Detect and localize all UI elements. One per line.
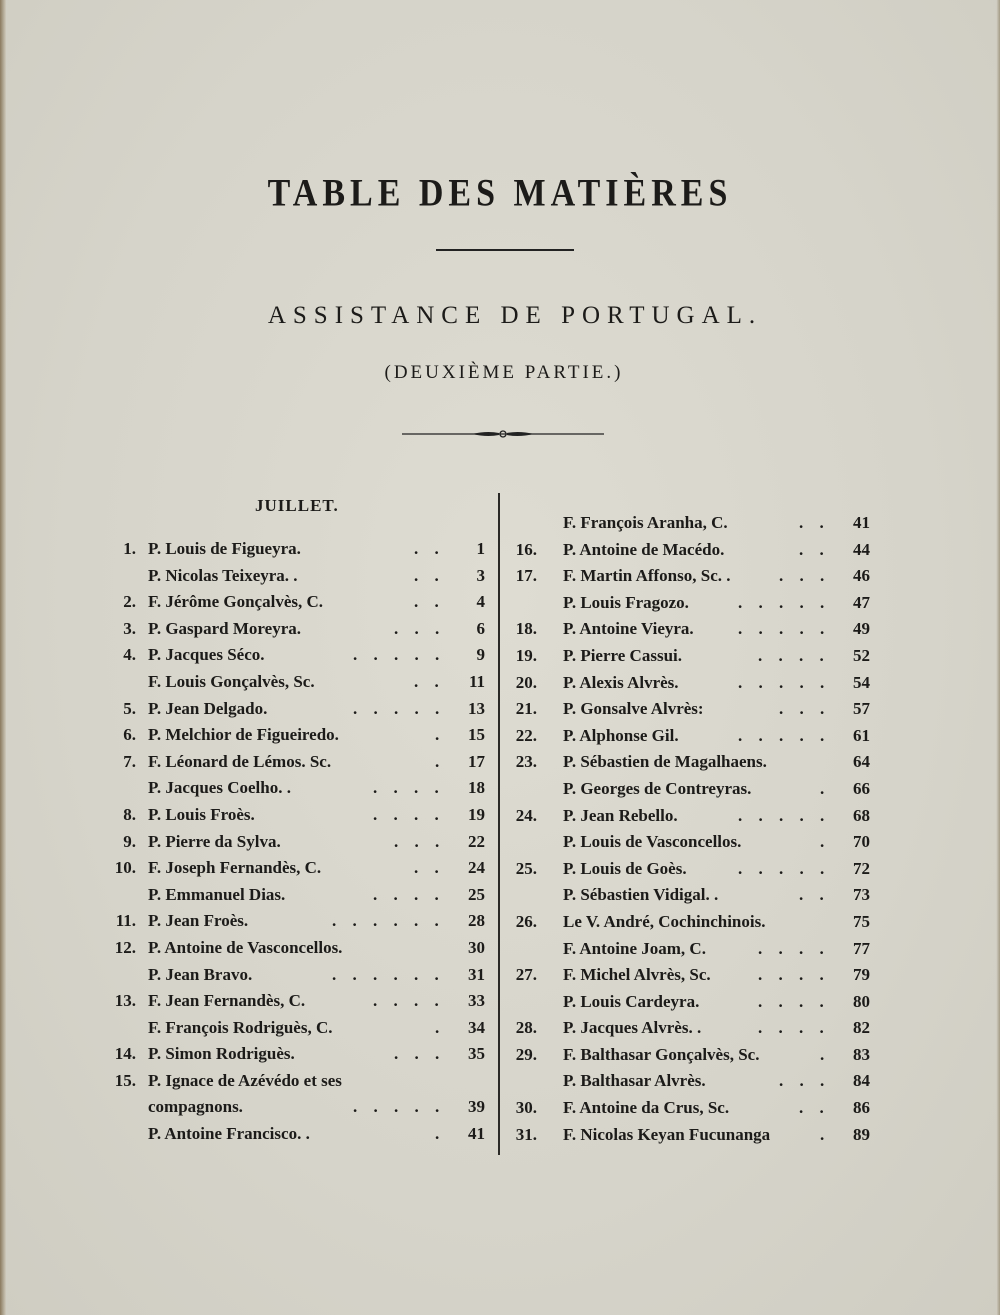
entry-name: P. Emmanuel Dias.	[148, 884, 286, 904]
toc-entry	[100, 563, 485, 590]
entry-day-number: 26.	[515, 911, 537, 931]
entry-name: P. Georges de Contreyras.	[563, 778, 752, 798]
entry-day-number: 22.	[515, 725, 537, 745]
entry-leader-dots: . .	[414, 592, 445, 612]
entry-name: compagnons.	[148, 1097, 243, 1117]
entry-name: P. Jean Bravo.	[148, 964, 253, 984]
entry-page-number: 64	[853, 752, 870, 772]
entry-day-number: 23.	[515, 752, 537, 772]
entry-page-number: 1	[476, 539, 485, 558]
entry-name: P. Jean Rebello.	[563, 805, 678, 825]
entry-name: F. Martin Affonso, Sc. .	[563, 566, 731, 586]
entry-page-number: 19	[468, 804, 485, 824]
entry-page-number: 30	[468, 937, 485, 957]
entry-name: P. Alphonse Gil.	[563, 725, 679, 745]
entry-leader-dots: . . . .	[758, 938, 830, 958]
entry-page-number: 17	[468, 751, 485, 771]
entry-leader-dots: . . . .	[758, 965, 830, 985]
entry-leader-dots: . . . .	[758, 645, 830, 665]
entry-name: P. Balthasar Alvrès.	[563, 1071, 706, 1091]
entry-day-number: 21.	[515, 699, 537, 719]
entry-page-number: 15	[468, 725, 485, 745]
entry-page-number: 4	[476, 592, 485, 612]
entry-leader-dots: . . . . .	[353, 1097, 446, 1117]
toc-entry	[100, 1121, 485, 1148]
entry-leader-dots: . .	[414, 565, 445, 585]
entry-leader-dots: . . .	[779, 566, 831, 586]
entry-name: P. Nicolas Teixeyra. .	[148, 565, 298, 585]
entry-page-number: 46	[853, 566, 870, 586]
toc-entry	[505, 856, 870, 883]
entry-page-number: 3	[476, 565, 485, 585]
part-label: (DEUXIÈME PARTIE.)	[384, 362, 624, 383]
column-divider	[498, 493, 500, 1155]
toc-entry	[505, 723, 870, 750]
entry-name: F. Antoine da Crus, Sc.	[563, 1098, 730, 1118]
entry-name: P. Louis de Goès.	[563, 858, 687, 878]
entry-day-number: 19.	[515, 645, 537, 665]
title-rule	[436, 249, 574, 251]
entry-leader-dots: . . .	[394, 618, 446, 638]
entry-leader-dots: . . . . .	[738, 805, 831, 825]
entry-leader-dots: .	[820, 832, 831, 852]
entry-name: P. Louis Froès.	[148, 804, 255, 824]
entry-leader-dots: . . . . .	[738, 592, 831, 612]
section-title: ASSISTANCE DE PORTUGAL.	[267, 302, 763, 329]
entry-name: F. François Rodriguès, C.	[148, 1017, 333, 1037]
entry-day-number: 14.	[114, 1044, 136, 1064]
entry-day-number: 12.	[114, 937, 136, 957]
entry-day-number: 29.	[515, 1044, 537, 1064]
entry-leader-dots: .	[435, 725, 446, 745]
toc-entry	[505, 989, 870, 1016]
entry-page-number: 49	[853, 619, 870, 639]
toc-entry	[100, 882, 485, 909]
entry-leader-dots: . . . . . .	[332, 964, 445, 984]
toc-entry	[505, 749, 870, 776]
entry-page-number: 84	[853, 1071, 870, 1091]
entry-day-number: 24.	[515, 805, 537, 825]
entry-leader-dots: . .	[414, 858, 445, 878]
entry-day-number: 3.	[123, 618, 136, 638]
entry-leader-dots: . . . .	[373, 884, 445, 904]
toc-entry	[505, 537, 870, 564]
entry-leader-dots: .	[820, 1124, 831, 1144]
entry-name: P. Melchior de Figueiredo.	[148, 725, 339, 745]
toc-column-right	[505, 510, 870, 1148]
toc-entry	[100, 908, 485, 935]
entry-day-number: 7.	[123, 751, 136, 771]
toc-entry	[505, 936, 870, 963]
entry-day-number: 1.	[123, 539, 136, 558]
entry-page-number: 31	[468, 964, 485, 984]
entry-page-number: 66	[853, 778, 870, 798]
toc-entry	[100, 802, 485, 829]
entry-leader-dots: . . . . .	[353, 698, 446, 718]
toc-entry	[100, 669, 485, 696]
entry-name: P. Louis de Vasconcellos.	[563, 832, 742, 852]
toc-entry	[100, 829, 485, 856]
entry-leader-dots: .	[435, 751, 446, 771]
entry-leader-dots: . . . . .	[738, 725, 831, 745]
entry-page-number: 34	[468, 1017, 485, 1037]
entry-leader-dots: . . .	[394, 1044, 446, 1064]
entry-leader-dots: . . . . .	[738, 672, 831, 692]
toc-entry	[100, 616, 485, 643]
entry-leader-dots: . .	[799, 539, 830, 559]
entry-page-number: 11	[468, 671, 485, 691]
entry-name: P. Louis Fragozo.	[563, 592, 689, 612]
entry-leader-dots: . . . .	[758, 1018, 830, 1038]
entry-leader-dots: . . . .	[373, 778, 445, 798]
entry-page-number: 52	[853, 645, 870, 665]
ornament-divider-icon	[402, 428, 604, 440]
entry-page-number: 41	[853, 513, 870, 532]
entry-leader-dots: . .	[414, 671, 445, 691]
toc-entry	[100, 988, 485, 1015]
toc-entry	[505, 643, 870, 670]
entry-name: P. Antoine de Macédo.	[563, 539, 725, 559]
entry-day-number: 11.	[115, 911, 136, 931]
entry-page-number: 35	[468, 1044, 485, 1064]
entry-leader-dots: . .	[799, 885, 830, 905]
entry-leader-dots: . . . . . .	[332, 911, 445, 931]
entry-name: F. Joseph Fernandès, C.	[148, 858, 322, 878]
entry-name: P. Jacques Alvrès. .	[563, 1018, 702, 1038]
toc-entry	[505, 776, 870, 803]
entry-day-number: 4.	[123, 645, 136, 665]
entry-leader-dots: .	[435, 1124, 446, 1144]
entry-page-number: 61	[853, 725, 870, 745]
entry-name: F. Nicolas Keyan Fucunanga	[563, 1124, 771, 1144]
entry-name: P. Antoine Francisco. .	[148, 1124, 310, 1144]
toc-entry	[100, 775, 485, 802]
entry-leader-dots: . . .	[779, 699, 831, 719]
toc-entry	[505, 670, 870, 697]
entry-day-number: 13.	[114, 991, 136, 1011]
entry-leader-dots: .	[435, 1017, 446, 1037]
toc-entry	[505, 909, 870, 936]
toc-column-left	[100, 536, 485, 1148]
toc-entry	[505, 616, 870, 643]
entry-day-number: 20.	[515, 672, 537, 692]
entry-page-number: 77	[853, 938, 870, 958]
entry-name: P. Louis de Figueyra.	[148, 539, 301, 558]
toc-entry	[100, 589, 485, 616]
entry-page-number: 68	[853, 805, 870, 825]
toc-entry	[505, 1122, 870, 1149]
toc-entry	[100, 642, 485, 669]
entry-name: P. Jacques Séco.	[148, 645, 265, 665]
entry-leader-dots: . .	[799, 513, 830, 532]
toc-entry	[100, 855, 485, 882]
entry-page-number: 41	[468, 1124, 485, 1144]
toc-entry	[100, 1041, 485, 1068]
entry-page-number: 57	[853, 699, 870, 719]
entry-leader-dots: . .	[414, 539, 445, 558]
entry-leader-dots: .	[820, 778, 831, 798]
toc-entry	[100, 749, 485, 776]
entry-name: P. Alexis Alvrès.	[563, 672, 679, 692]
entry-page-number: 6	[476, 618, 485, 638]
entry-name: P. Simon Rodriguès.	[148, 1044, 295, 1064]
entry-leader-dots: . . . .	[373, 804, 445, 824]
toc-entry	[505, 829, 870, 856]
entry-name: F. Léonard de Lémos. Sc.	[148, 751, 332, 771]
entry-day-number: 2.	[123, 592, 136, 612]
entry-day-number: 9.	[123, 831, 136, 851]
entry-name: P. Pierre Cassui.	[563, 645, 682, 665]
entry-day-number: 6.	[123, 725, 136, 745]
entry-page-number: 18	[468, 778, 485, 798]
entry-name: F. Michel Alvrès, Sc.	[563, 965, 711, 985]
toc-entry	[505, 1042, 870, 1069]
month-heading: JUILLET.	[255, 496, 339, 515]
entry-day-number: 10.	[114, 858, 136, 878]
entry-day-number: 17.	[515, 566, 537, 586]
entry-page-number: 72	[853, 858, 870, 878]
entry-name: P. Jean Froès.	[148, 911, 249, 931]
entry-name: P. Sébastien de Magalhaens.	[563, 752, 767, 772]
entry-page-number: 70	[853, 832, 870, 852]
entry-name: P. Louis Cardeyra.	[563, 991, 700, 1011]
entry-leader-dots: . . . .	[373, 991, 445, 1011]
entry-page-number: 83	[853, 1044, 870, 1064]
toc-entry	[505, 882, 870, 909]
entry-day-number: 16.	[515, 539, 537, 559]
entry-day-number: 18.	[515, 619, 537, 639]
toc-entry	[505, 1015, 870, 1042]
entry-day-number: 15.	[114, 1070, 136, 1090]
entry-name: F. Jean Fernandès, C.	[148, 991, 306, 1011]
entry-day-number: 30.	[515, 1098, 537, 1118]
toc-entry	[100, 722, 485, 749]
entry-page-number: 28	[468, 911, 485, 931]
entry-page-number: 44	[853, 539, 870, 559]
toc-entry	[505, 590, 870, 617]
entry-day-number: 31.	[515, 1124, 537, 1144]
entry-leader-dots: . . .	[779, 1071, 831, 1091]
entry-page-number: 80	[853, 991, 870, 1011]
toc-entry	[505, 1095, 870, 1122]
entry-name: F. Jérôme Gonçalvès, C.	[148, 592, 324, 612]
entry-name: F. Antoine Joam, C.	[563, 938, 706, 958]
entry-day-number: 28.	[515, 1018, 537, 1038]
entry-leader-dots: . . . .	[758, 991, 830, 1011]
entry-page-number: 79	[853, 965, 870, 985]
entry-page-number: 24	[468, 858, 485, 878]
toc-entry	[505, 1068, 870, 1095]
entry-page-number: 47	[853, 592, 870, 612]
entry-page-number: 54	[853, 672, 870, 692]
entry-name: P. Jacques Coelho. .	[148, 778, 291, 798]
entry-page-number: 89	[853, 1124, 870, 1144]
toc-entry	[100, 1094, 485, 1121]
entry-page-number: 13	[468, 698, 485, 718]
toc-entry	[100, 696, 485, 723]
entry-leader-dots: . . . . .	[353, 645, 446, 665]
entry-name: F. Louis Gonçalvès, Sc.	[148, 671, 315, 691]
entry-leader-dots: . . . . .	[738, 858, 831, 878]
toc-entry	[505, 803, 870, 830]
entry-leader-dots: . . .	[394, 831, 446, 851]
toc-entry	[505, 962, 870, 989]
entry-leader-dots: . .	[799, 1098, 830, 1118]
page-title: TABLE DES MATIÈRES	[267, 172, 733, 215]
entry-page-number: 33	[468, 991, 485, 1011]
entry-page-number: 39	[468, 1097, 485, 1117]
entry-page-number: 9	[476, 645, 485, 665]
toc-entry	[100, 935, 485, 962]
entry-name: P. Antoine de Vasconcellos.	[148, 937, 343, 957]
toc-entry	[505, 563, 870, 590]
entry-name: P. Gaspard Moreyra.	[148, 618, 301, 638]
toc-entry	[100, 962, 485, 989]
entry-name: Le V. André, Cochinchinois.	[563, 911, 766, 931]
entry-name: F. François Aranha, C.	[563, 513, 728, 532]
entry-day-number: 5.	[123, 698, 136, 718]
entry-page-number: 82	[853, 1018, 870, 1038]
entry-name: P. Jean Delgado.	[148, 698, 268, 718]
entry-name: P. Ignace de Azévédo et ses	[148, 1070, 342, 1090]
toc-entry	[505, 696, 870, 723]
entry-page-number: 75	[853, 911, 870, 931]
entry-day-number: 25.	[515, 858, 537, 878]
toc-entry	[505, 510, 870, 537]
entry-day-number: 27.	[515, 965, 537, 985]
entry-name: P. Antoine Vieyra.	[563, 619, 694, 639]
entry-page-number: 25	[468, 884, 485, 904]
toc-entry	[100, 536, 485, 563]
entry-page-number: 73	[853, 885, 870, 905]
entry-name: F. Balthasar Gonçalvès, Sc.	[563, 1044, 760, 1064]
toc-entry	[100, 1068, 485, 1095]
entry-page-number: 22	[468, 831, 485, 851]
entry-name: P. Gonsalve Alvrès:	[563, 699, 704, 719]
entry-page-number: 86	[853, 1098, 870, 1118]
toc-entry	[100, 1015, 485, 1042]
entry-leader-dots: .	[820, 1044, 831, 1064]
entry-name: P. Pierre da Sylva.	[148, 831, 281, 851]
entry-day-number: 8.	[123, 804, 136, 824]
entry-leader-dots: . . . . .	[738, 619, 831, 639]
entry-name: P. Sébastien Vidigal. .	[563, 885, 719, 905]
